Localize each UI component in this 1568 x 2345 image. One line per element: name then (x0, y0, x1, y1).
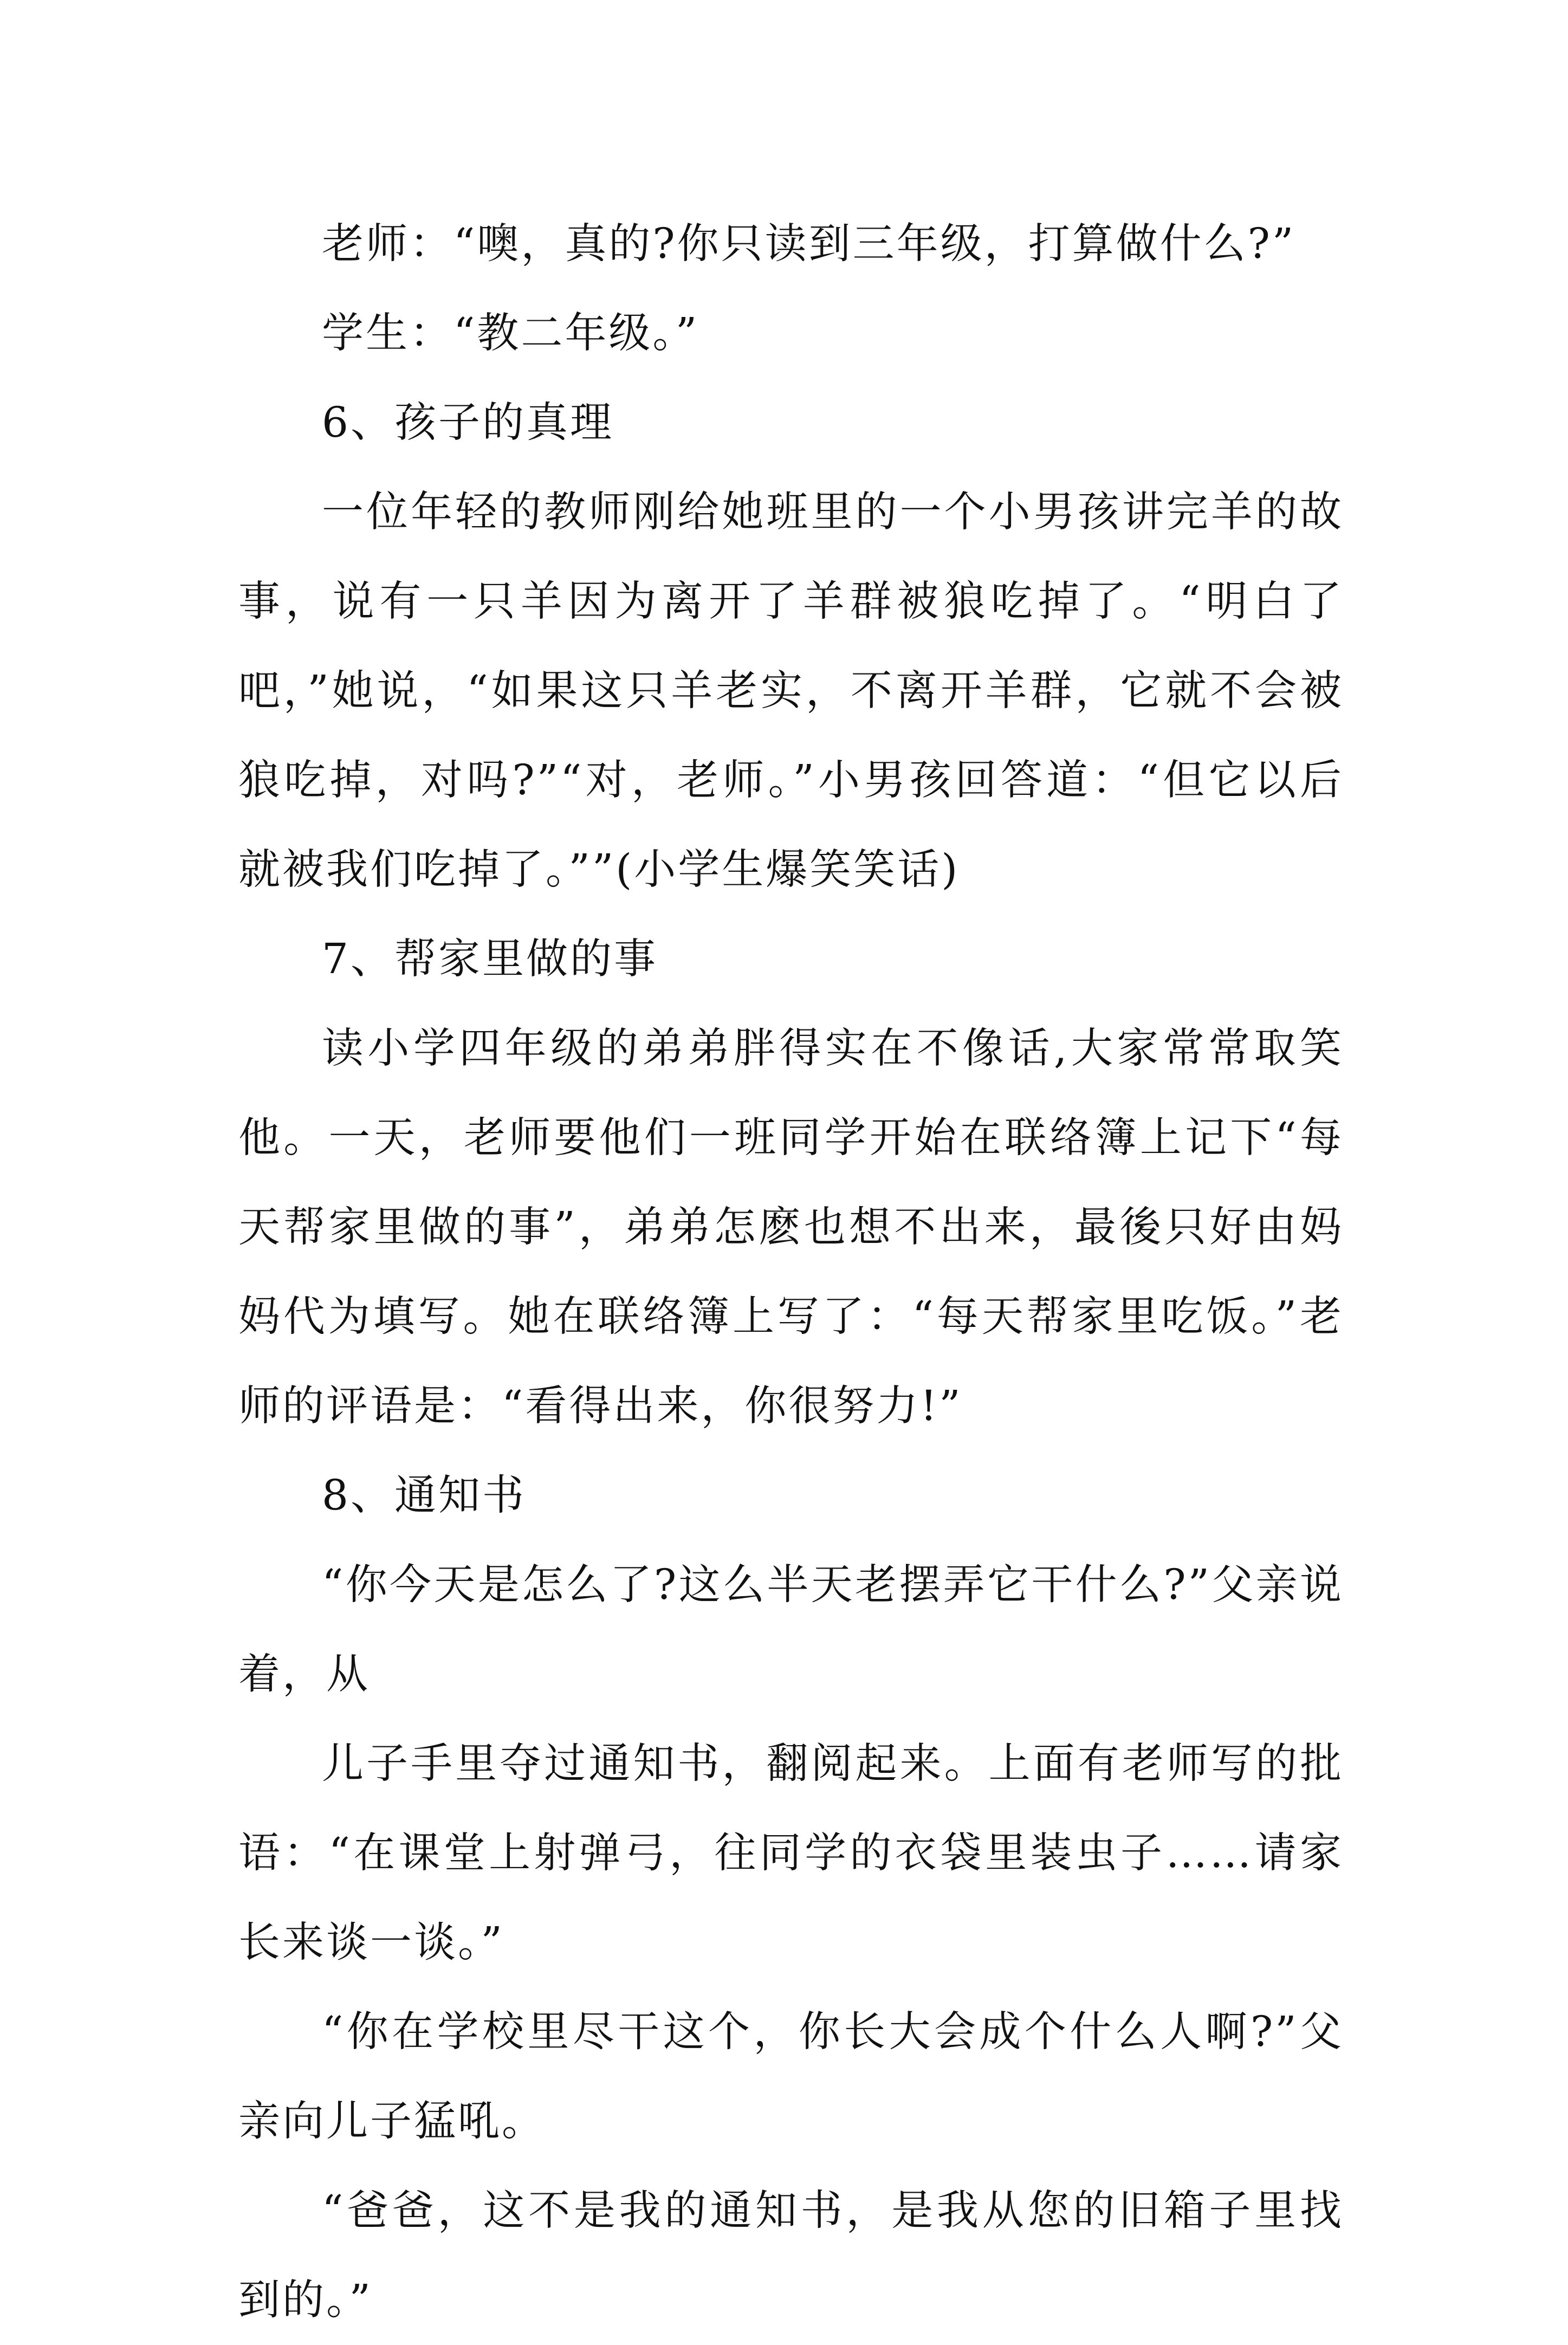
story-paragraph: 儿子手里夺过通知书，翻阅起来。上面有老师写的批语：“在课堂上射弹弓，往同学的衣袋里装虫子……请家长来谈一谈。” (238, 1740, 1344, 1967)
story-paragraph: 读小学四年级的弟弟胖得实在不像话,大家常常取笑他。一天，老师要他们一班同学开始在联络簿上记下“每天帮家里做的事”，弟弟怎麽也想不出来，最後只好由妈妈代为填写。她在联络簿上写了：“每天帮家里吃饭。”老师的评语是：“看得出来，你很努力!” (238, 1025, 1344, 1430)
section-heading-7: 7、帮家里做的事 (322, 935, 658, 983)
section-heading-8: 8、通知书 (322, 1472, 526, 1520)
story-paragraph: “你在学校里尽干这个，你长大会成个什么人啊?”父亲向儿子猛吼。 (238, 2008, 1344, 2146)
section-heading-6: 6、孩子的真理 (322, 399, 614, 447)
dialogue-student: 学生：“教二年级。” (322, 309, 699, 358)
story-paragraph: “你今天是怎么了?这么半天老摆弄它干什么?”父亲说着，从 (238, 1561, 1344, 1699)
document-body (238, 199, 1344, 2345)
story-paragraph: “爸爸，这不是我的通知书，是我从您的旧箱子里找到的。” (238, 2187, 1344, 2324)
dialogue-teacher: 老师：“噢，真的?你只读到三年级，打算做什么?” (322, 220, 1296, 268)
story-paragraph: 一位年轻的教师刚给她班里的一个小男孩讲完羊的故事，说有一只羊因为离开了羊群被狼吃掉了。“明白了吧，”她说，“如果这只羊老实，不离开羊群，它就不会被狼吃掉，对吗?”“对，老师。”小男孩回答道：“但它以后就被我们吃掉了。””(小学生爆笑笑话) (238, 488, 1344, 894)
